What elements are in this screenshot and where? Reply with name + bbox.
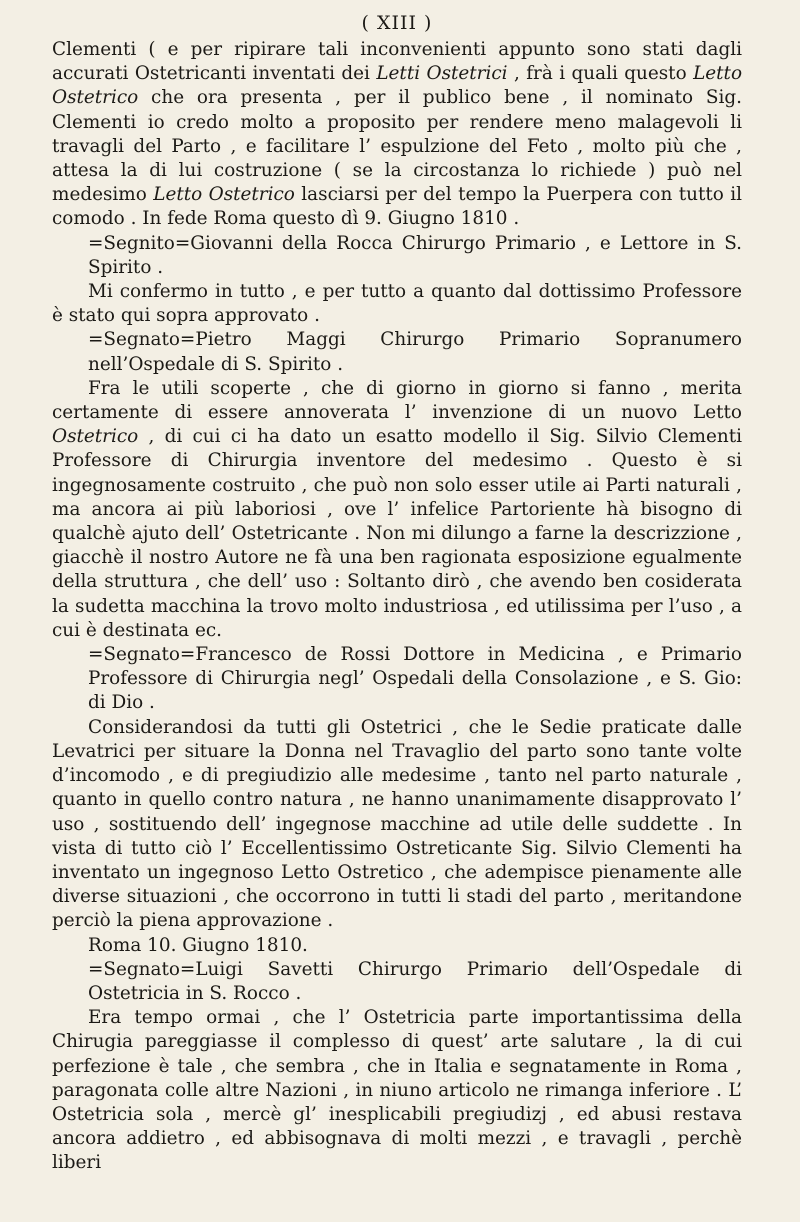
paragraph-de-rossi-approval: Fra le utili scoperte , che di giorno in giorno si fanno , merita certamente di essere annoverata l’ invenzione di un nuovo Letto Ostetrico , di cui ci ha dato un esatto modello il Sig. Silvio Clementi Professore di Chirurgia inventore del medesimo . Questo è si ingegnosamente costruito , che può non solo esser utile ai Parti naturali , ma ancora ai più laboriosi , ove l’ infelice Partoriente hà bisogno di qualchè ajuto dell’ Ostetricante . Non mi dilungo a farne la descrizzione , giacchè il nostro Autore ne fà una ben ragionata esposizione egualmente della struttura , che dell’ uso : Soltanto dirò , che avendo ben cosiderata la sudetta macchina la trovo molto industriosa , ed utilissima per l’uso , a cui è destinata ec. [52, 377, 742, 641]
page-number: ( XIII ) [361, 12, 433, 34]
signature-savetti: =Segnato=Luigi Savetti Chirurgo Primario dell’Ospedale di Ostetricia in S. Rocco . [88, 958, 742, 1004]
place-date: Roma 10. Giugno 1810. [88, 934, 308, 956]
page-body [52, 38, 742, 1176]
signature-maggi: =Segnato=Pietro Maggi Chirurgo Primario Sopranumero nell’Ospedale di S. Spirito . [88, 329, 742, 375]
paragraph-savetti-approval: Considerandosi da tutti gli Ostetrici , che le Sedie praticate dalle Levatrici per situare la Donna nel Travaglio del parto sono tante volte d’incomodo , e di pregiudizio alle medesime , tanto nel parto naturale , quanto in quello contro natura , ne hanno unanimamente disapprovato l’ uso , sostituendo dell’ ingegnose macchine ad utile delle suddette . In vista di tutto ciò l’ Eccellentissimo Ostreticante Sig. Silvio Clementi ha inventato un ingegnoso Letto Ostretico , che adempisce pienamente alle diverse situazioni , che occorrono in tutti li stadi del parto , meritandone perciò la piena approvazione . [52, 716, 742, 932]
signature-de-rossi: =Segnato=Francesco de Rossi Dottore in Medicina , e Primario Professore di Chirurgia negl’ Ospedali della Consolazione , e S. Gio: di Dio . [88, 644, 742, 714]
signature-della-rocca: =Segnito=Giovanni della Rocca Chirurgo Primario , e Lettore in S. Spirito . [88, 232, 742, 278]
paragraph-maggi-confirmation: Mi confermo in tutto , e per tutto a quanto dal dottissimo Professore è stato qui sopra approvato . [52, 281, 742, 327]
paragraph-opening: Clementi ( e per ripirare tali inconvenienti appunto sono stati dagli accurati Ostetricanti inventati dei Letti Ostetrici , frà i quali questo Letto Ostetrico che ora presenta , per il publico bene , il nominato Sig. Clementi io credo molto a proposito per rendere meno malagevoli li travagli del Parto , e facilitare l’ espulzione del Feto , molto più che , attesa la di lui costruzione ( se la circostanza lo richiede ) può nel medesimo Letto Ostetrico lasciarsi per del tempo la Puerpera con tutto il comodo . In fede Roma questo dì 9. Giugno 1810 . [52, 39, 743, 230]
paragraph-ostetricia: Era tempo ormai , che l’ Ostetricia parte importantissima della Chirugia pareggiasse il complesso di quest’ arte salutare , la di cui perfezione è tale , che sembra , che in Italia e segnatamente in Roma , paragonata colle altre Nazioni , in niuno articolo ne rimanga inferiore . L’ Ostetricia sola , mercè gl’ inesplicabili pregiudizj , ed abusi restava ancora addietro , ed abbisognava di molti mezzi , e travagli , perchè liberi [52, 1007, 742, 1174]
